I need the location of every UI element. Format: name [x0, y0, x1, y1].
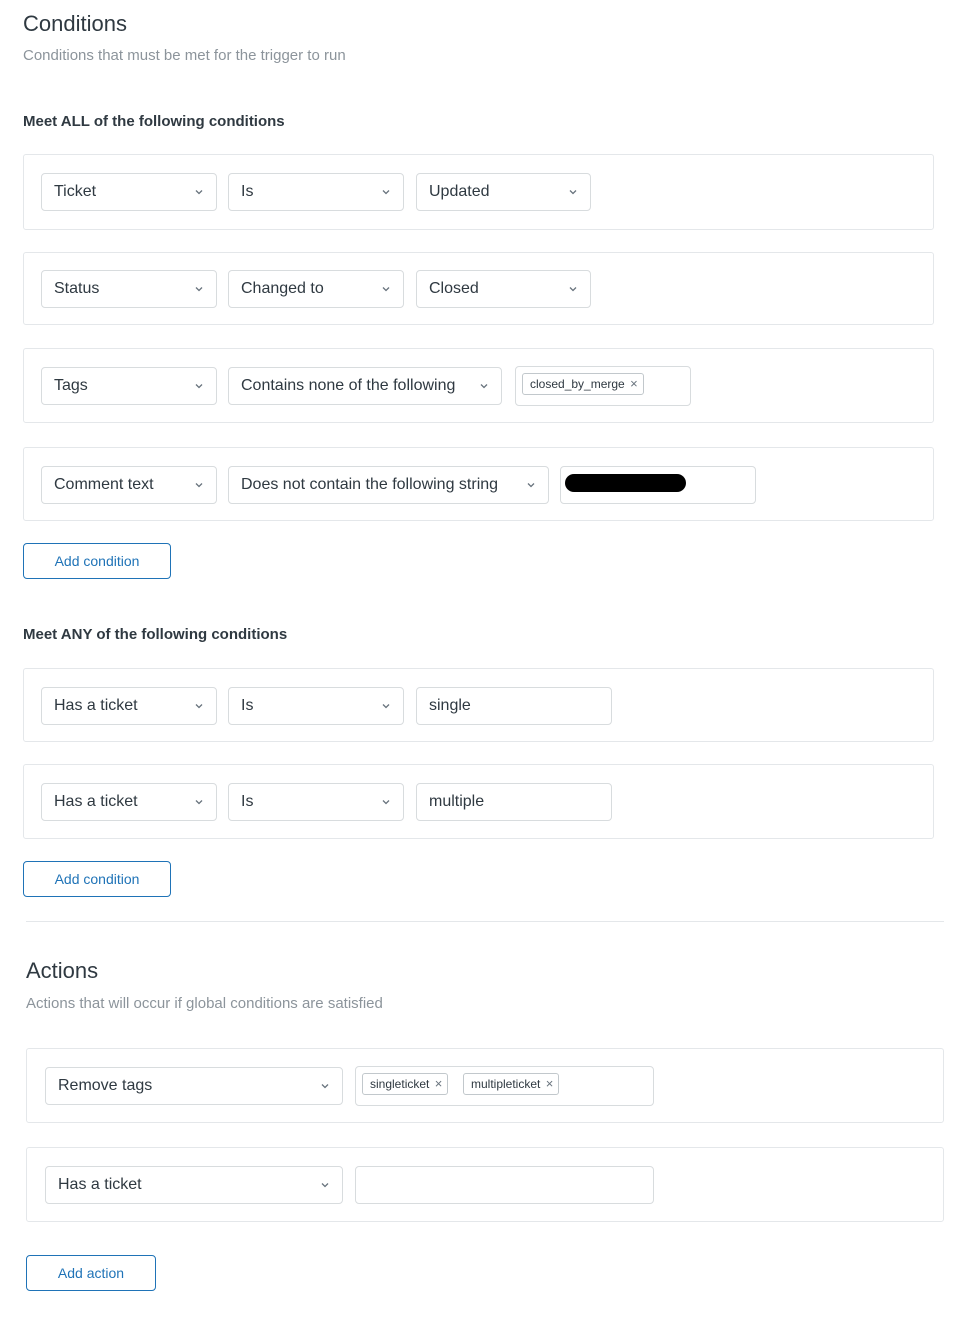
section-divider [26, 921, 944, 922]
tag-chip [362, 1073, 448, 1095]
chevron-down-icon [381, 784, 391, 820]
chevron-down-icon [568, 271, 578, 307]
action-value-input[interactable] [355, 1166, 654, 1204]
action-field-select[interactable] [45, 1067, 343, 1105]
condition-field-value: Has a ticket [54, 793, 138, 810]
condition-field-select[interactable] [41, 466, 217, 504]
condition-operator-value: Is [241, 183, 254, 200]
close-icon[interactable]: × [630, 376, 638, 391]
action-field-value: Remove tags [58, 1077, 153, 1094]
condition-operator-value: Is [241, 697, 254, 714]
condition-value-select[interactable] [416, 270, 591, 308]
condition-field-select[interactable] [41, 783, 217, 821]
action-row [26, 1147, 944, 1222]
tag-chip [522, 373, 644, 395]
any-conditions-heading: Meet ANY of the following conditions [23, 626, 288, 643]
condition-row [23, 252, 934, 325]
condition-row [23, 348, 934, 423]
condition-value-input[interactable] [416, 687, 612, 725]
actions-subtitle: Actions that will occur if global conditions are satisfied [26, 995, 383, 1012]
condition-operator-select[interactable] [228, 466, 549, 504]
tag-label: multipleticket [471, 1077, 541, 1091]
close-icon[interactable]: × [434, 1076, 443, 1091]
condition-value: Updated [429, 183, 490, 200]
condition-value: single [429, 697, 471, 714]
chevron-down-icon [526, 467, 536, 503]
action-field-value: Has a ticket [58, 1176, 142, 1193]
condition-field-value: Has a ticket [54, 697, 138, 714]
condition-value: multiple [429, 793, 485, 810]
condition-value-select[interactable] [416, 173, 591, 211]
chevron-down-icon [381, 688, 391, 724]
chevron-down-icon [479, 368, 489, 404]
condition-row [23, 154, 934, 230]
condition-field-select[interactable] [41, 270, 217, 308]
chevron-down-icon [381, 174, 391, 210]
condition-field-select[interactable] [41, 367, 217, 405]
chevron-down-icon [194, 174, 204, 210]
add-action-button[interactable]: Add action [26, 1255, 156, 1291]
condition-operator-value: Contains none of the following [241, 377, 456, 394]
chevron-down-icon [320, 1068, 330, 1104]
condition-operator-select[interactable] [228, 687, 404, 725]
chevron-down-icon [194, 467, 204, 503]
all-conditions-heading: Meet ALL of the following conditions [23, 113, 285, 130]
action-field-select[interactable] [45, 1166, 343, 1204]
tags-input[interactable] [355, 1066, 654, 1106]
close-icon[interactable]: × [545, 1076, 554, 1091]
tag-label: singleticket [370, 1077, 430, 1091]
add-condition-button[interactable]: Add condition [23, 861, 171, 897]
conditions-title: Conditions [23, 11, 127, 36]
action-row [26, 1048, 944, 1123]
chevron-down-icon [568, 174, 578, 210]
chevron-down-icon [381, 271, 391, 307]
chevron-down-icon [320, 1167, 330, 1203]
chevron-down-icon [194, 368, 204, 404]
chevron-down-icon [194, 784, 204, 820]
condition-field-select[interactable] [41, 687, 217, 725]
condition-operator-select[interactable] [228, 367, 502, 405]
conditions-subtitle: Conditions that must be met for the trigger to run [23, 47, 346, 64]
condition-row [23, 764, 934, 839]
condition-value-input[interactable] [560, 466, 756, 504]
condition-field-select[interactable] [41, 173, 217, 211]
condition-row [23, 668, 934, 742]
condition-value: Closed [429, 280, 479, 297]
chevron-down-icon [194, 271, 204, 307]
condition-operator-select[interactable] [228, 270, 404, 308]
condition-operator-select[interactable] [228, 173, 404, 211]
condition-field-value: Tags [54, 377, 88, 394]
redacted-value [565, 474, 686, 492]
tag-chip [463, 1073, 559, 1095]
tags-input[interactable] [515, 366, 691, 406]
condition-field-value: Comment text [54, 476, 154, 493]
add-condition-button[interactable]: Add condition [23, 543, 171, 579]
condition-operator-select[interactable] [228, 783, 404, 821]
actions-title: Actions [26, 958, 99, 983]
condition-operator-value: Changed to [241, 280, 324, 297]
condition-field-value: Ticket [54, 183, 97, 200]
condition-operator-value: Is [241, 793, 254, 810]
condition-value-input[interactable] [416, 783, 612, 821]
condition-operator-value: Does not contain the following string [241, 476, 499, 493]
tag-label: closed_by_merge [530, 377, 625, 391]
chevron-down-icon [194, 688, 204, 724]
condition-row [23, 447, 934, 521]
condition-field-value: Status [54, 280, 100, 297]
